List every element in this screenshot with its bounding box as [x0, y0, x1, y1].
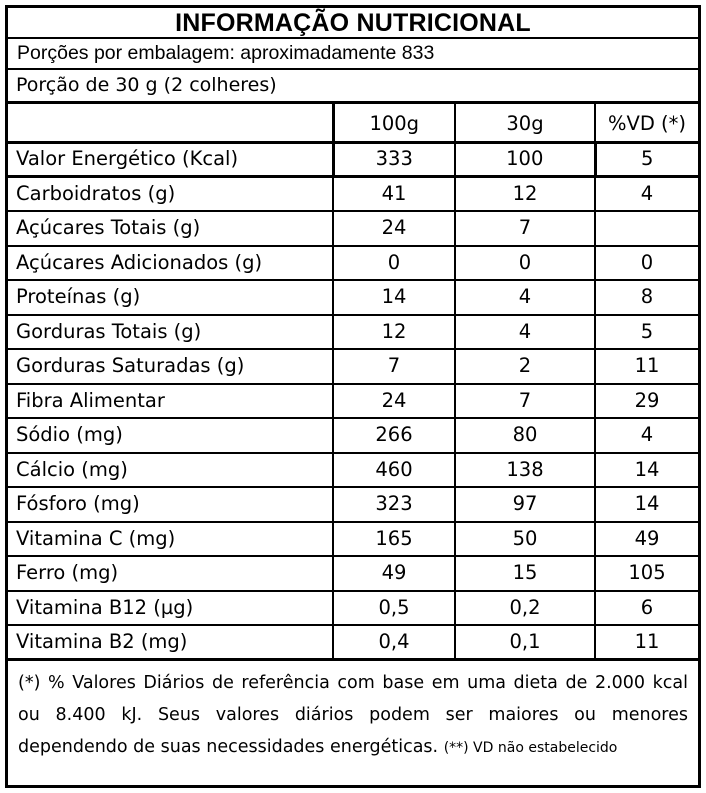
value-per-100g: 266 — [333, 418, 455, 453]
value-daily-percent: 14 — [595, 453, 698, 488]
value-daily-percent: 105 — [595, 556, 698, 591]
nutrient-name: Proteínas (g) — [8, 280, 333, 315]
value-per-100g: 41 — [333, 177, 455, 212]
nutrition-facts-label — [5, 5, 701, 788]
label-title: INFORMAÇÃO NUTRICIONAL — [8, 8, 698, 39]
nutrient-name: Fibra Alimentar — [8, 384, 333, 419]
value-per-100g: 165 — [333, 522, 455, 557]
nutrient-name: Carboidratos (g) — [8, 177, 333, 212]
table-row — [8, 280, 698, 315]
table-row — [8, 315, 698, 350]
value-per-100g: 14 — [333, 280, 455, 315]
value-per-30g: 2 — [455, 349, 595, 384]
nutrient-name: Vitamina C (mg) — [8, 522, 333, 557]
nutrient-name: Valor Energético (Kcal) — [8, 142, 333, 177]
value-per-100g: 0 — [333, 246, 455, 281]
header-empty-cell — [8, 104, 333, 142]
nutrient-name: Gorduras Totais (g) — [8, 315, 333, 350]
value-per-100g: 24 — [333, 211, 455, 246]
value-per-30g: 138 — [455, 453, 595, 488]
servings-per-package: Porções por embalagem: aproximadamente 833 — [8, 39, 698, 70]
table-row — [8, 246, 698, 281]
header-daily-value: %VD (*) — [595, 104, 698, 142]
value-daily-percent: 6 — [595, 591, 698, 626]
footnote-main: (*) % Valores Diários de referência com base em uma dieta de 2.000 kcal ou 8.400 kJ. Seus valores diários podem ser maiores ou menores dependendo de suas necessidades energéticas. — [18, 673, 688, 757]
value-per-100g: 323 — [333, 487, 455, 522]
header-per-100g: 100g — [333, 104, 455, 142]
value-per-30g: 15 — [455, 556, 595, 591]
table-row — [8, 487, 698, 522]
nutrient-name: Ferro (mg) — [8, 556, 333, 591]
nutrient-name: Sódio (mg) — [8, 418, 333, 453]
value-daily-percent: 29 — [595, 384, 698, 419]
table-row — [8, 177, 698, 212]
table-header-row — [8, 104, 698, 142]
value-daily-percent: 11 — [595, 349, 698, 384]
value-per-100g: 460 — [333, 453, 455, 488]
nutrient-name: Açúcares Adicionados (g) — [8, 246, 333, 281]
value-daily-percent: 8 — [595, 280, 698, 315]
value-per-30g: 7 — [455, 211, 595, 246]
value-per-100g: 7 — [333, 349, 455, 384]
value-per-30g: 0,1 — [455, 625, 595, 660]
value-per-100g: 333 — [333, 142, 455, 177]
value-daily-percent: 4 — [595, 418, 698, 453]
value-daily-percent: 0 — [595, 246, 698, 281]
value-per-30g: 50 — [455, 522, 595, 557]
nutrient-name: Vitamina B12 (µg) — [8, 591, 333, 626]
value-per-30g: 100 — [455, 142, 595, 177]
value-per-100g: 49 — [333, 556, 455, 591]
nutrient-name: Cálcio (mg) — [8, 453, 333, 488]
value-per-30g: 4 — [455, 280, 595, 315]
value-daily-percent: 49 — [595, 522, 698, 557]
nutrition-table — [8, 104, 698, 661]
value-daily-percent — [595, 211, 698, 246]
nutrient-name: Gorduras Saturadas (g) — [8, 349, 333, 384]
table-row — [8, 591, 698, 626]
table-row — [8, 453, 698, 488]
value-per-30g: 12 — [455, 177, 595, 212]
value-daily-percent: 11 — [595, 625, 698, 660]
value-per-100g: 24 — [333, 384, 455, 419]
table-row — [8, 142, 698, 177]
nutrient-name: Fósforo (mg) — [8, 487, 333, 522]
header-per-30g: 30g — [455, 104, 595, 142]
value-per-30g: 97 — [455, 487, 595, 522]
table-row — [8, 556, 698, 591]
value-per-30g: 7 — [455, 384, 595, 419]
value-daily-percent: 14 — [595, 487, 698, 522]
value-per-30g: 0,2 — [455, 591, 595, 626]
footnote-not-established: (**) VD não estabelecido — [443, 740, 618, 756]
table-row — [8, 418, 698, 453]
value-daily-percent: 5 — [595, 315, 698, 350]
table-row — [8, 522, 698, 557]
value-per-100g: 0,4 — [333, 625, 455, 660]
value-per-30g: 4 — [455, 315, 595, 350]
value-per-30g: 80 — [455, 418, 595, 453]
nutrient-name: Vitamina B2 (mg) — [8, 625, 333, 660]
table-row — [8, 625, 698, 660]
value-daily-percent: 4 — [595, 177, 698, 212]
footnote — [8, 661, 698, 764]
value-per-30g: 0 — [455, 246, 595, 281]
table-row — [8, 211, 698, 246]
table-row — [8, 384, 698, 419]
value-per-100g: 12 — [333, 315, 455, 350]
serving-size: Porção de 30 g (2 colheres) — [8, 70, 698, 104]
value-daily-percent: 5 — [595, 142, 698, 177]
table-row — [8, 349, 698, 384]
nutrient-name: Açúcares Totais (g) — [8, 211, 333, 246]
value-per-100g: 0,5 — [333, 591, 455, 626]
